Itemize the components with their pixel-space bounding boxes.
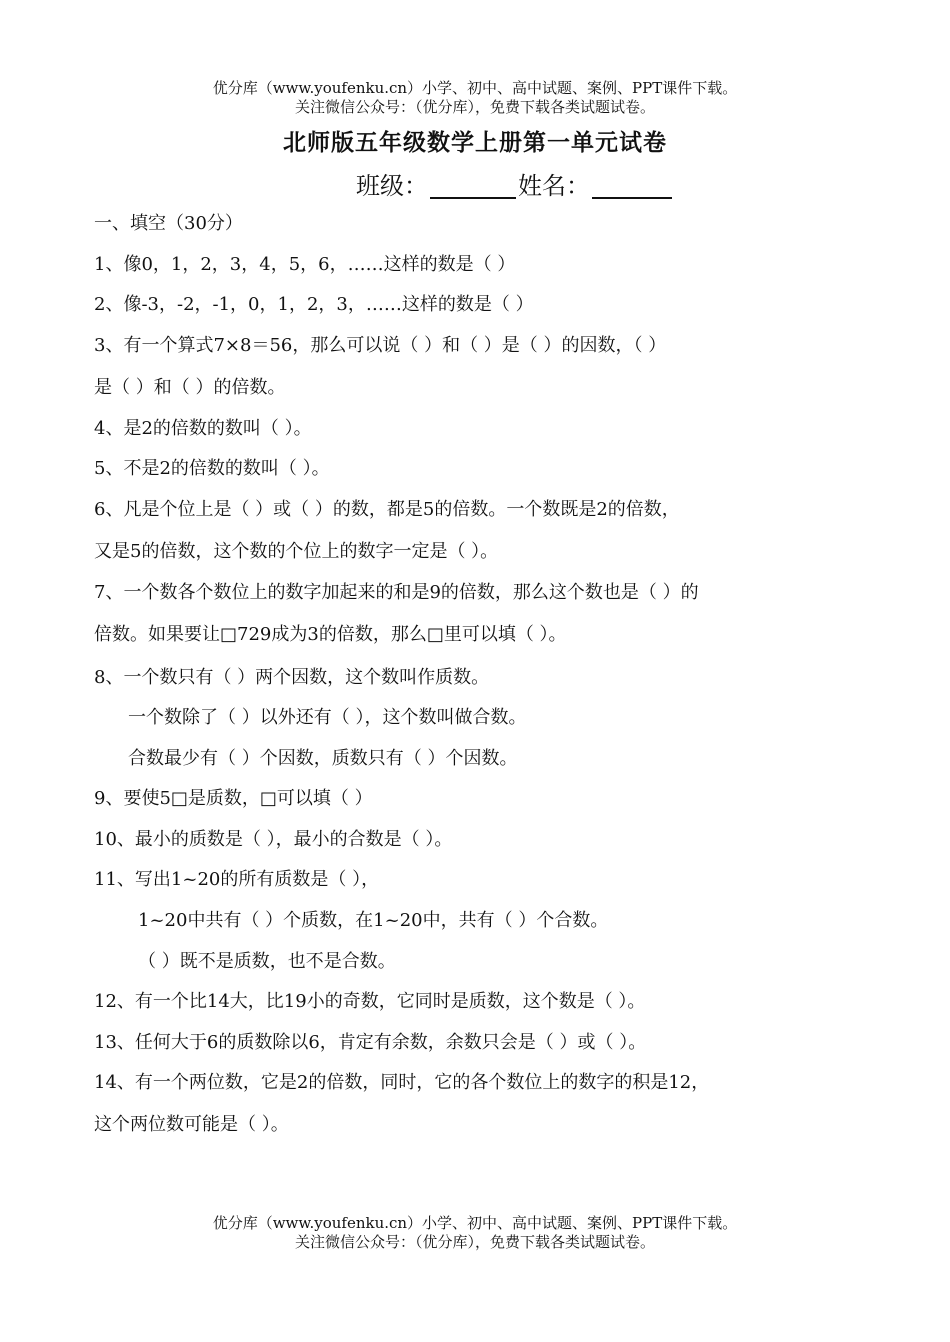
question-12: 12、有一个比14大，比19小的奇数，它同时是质数，这个数是（ ）。	[94, 991, 646, 1012]
question-1: 1、像0，1，2，3，4，5，6，……这样的数是（ ）	[94, 254, 516, 275]
header-line-2: 关注微信公众号：（优分库），免费下载各类试题试卷。	[294, 98, 655, 116]
question-8-line-1: 8、一个数只有（ ）两个因数，这个数叫作质数。	[94, 667, 490, 688]
question-14-line-2: 这个两位数可能是（ ）。	[94, 1114, 289, 1135]
question-11-line-1: 11、写出1~20的所有质数是（ ），	[94, 869, 380, 890]
header-line-1: 优分库（www.youfenku.cn）小学、初中、高中试题、案例、PPT课件下载。	[212, 79, 738, 97]
question-6-line-2: 又是5的倍数，这个数的个位上的数字一定是（ ）。	[94, 541, 499, 562]
question-10: 10、最小的质数是（ ），最小的合数是（ ）。	[94, 829, 453, 850]
question-13: 13、任何大于6的质数除以6，肯定有余数，余数只会是（ ）或（ ）。	[94, 1032, 647, 1053]
question-3-line-1: 3、有一个算式7×8＝56，那么可以说（ ）和（ ）是（ ）的因数，（ ）	[94, 335, 667, 356]
question-8-line-3: 合数最少有（ ）个因数，质数只有（ ）个因数。	[128, 748, 518, 769]
question-2: 2、像-3，-2，-1，0，1，2，3，……这样的数是（ ）	[94, 294, 534, 315]
name-label: 姓名：	[518, 172, 590, 200]
footer-line-2: 关注微信公众号：（优分库），免费下载各类试题试卷。	[294, 1233, 655, 1251]
question-7-line-2: 倍数。如果要让□729成为3的倍数，那么□里可以填（ ）。	[94, 624, 567, 645]
section-heading: 一、填空（30分）	[94, 213, 243, 234]
question-9: 9、要使5□是质数，□可以填（ ）	[94, 788, 373, 809]
exam-title: 北师版五年级数学上册第一单元试卷	[283, 129, 667, 156]
page-header	[0, 79, 950, 117]
page-footer	[0, 1214, 950, 1252]
question-11-line-3: （ ）既不是质数，也不是合数。	[138, 951, 396, 972]
question-5: 5、不是2的倍数的数叫（ ）。	[94, 458, 330, 479]
footer-line-1: 优分库（www.youfenku.cn）小学、初中、高中试题、案例、PPT课件下载。	[212, 1214, 738, 1232]
class-blank[interactable]	[430, 173, 516, 199]
class-name-line	[0, 166, 950, 201]
question-8-line-2: 一个数除了（ ）以外还有（ ），这个数叫做合数。	[128, 707, 527, 728]
class-label: 班级：	[356, 172, 428, 200]
question-7-line-1: 7、一个数各个数位上的数字加起来的和是9的倍数，那么这个数也是（ ）的	[94, 582, 699, 603]
question-3-line-2: 是（ ）和（ ）的倍数。	[94, 377, 286, 398]
name-blank[interactable]	[592, 173, 672, 199]
question-14-line-1: 14、有一个两位数，它是2的倍数，同时，它的各个数位上的数字的积是12，	[94, 1072, 710, 1093]
question-4: 4、是2的倍数的数叫（ ）。	[94, 418, 312, 439]
question-11-line-2: 1~20中共有（ ）个质数，在1~20中，共有（ ）个合数。	[138, 910, 609, 931]
question-6-line-1: 6、凡是个位上是（ ）或（ ）的数，都是5的倍数。一个数既是2的倍数，	[94, 499, 680, 520]
